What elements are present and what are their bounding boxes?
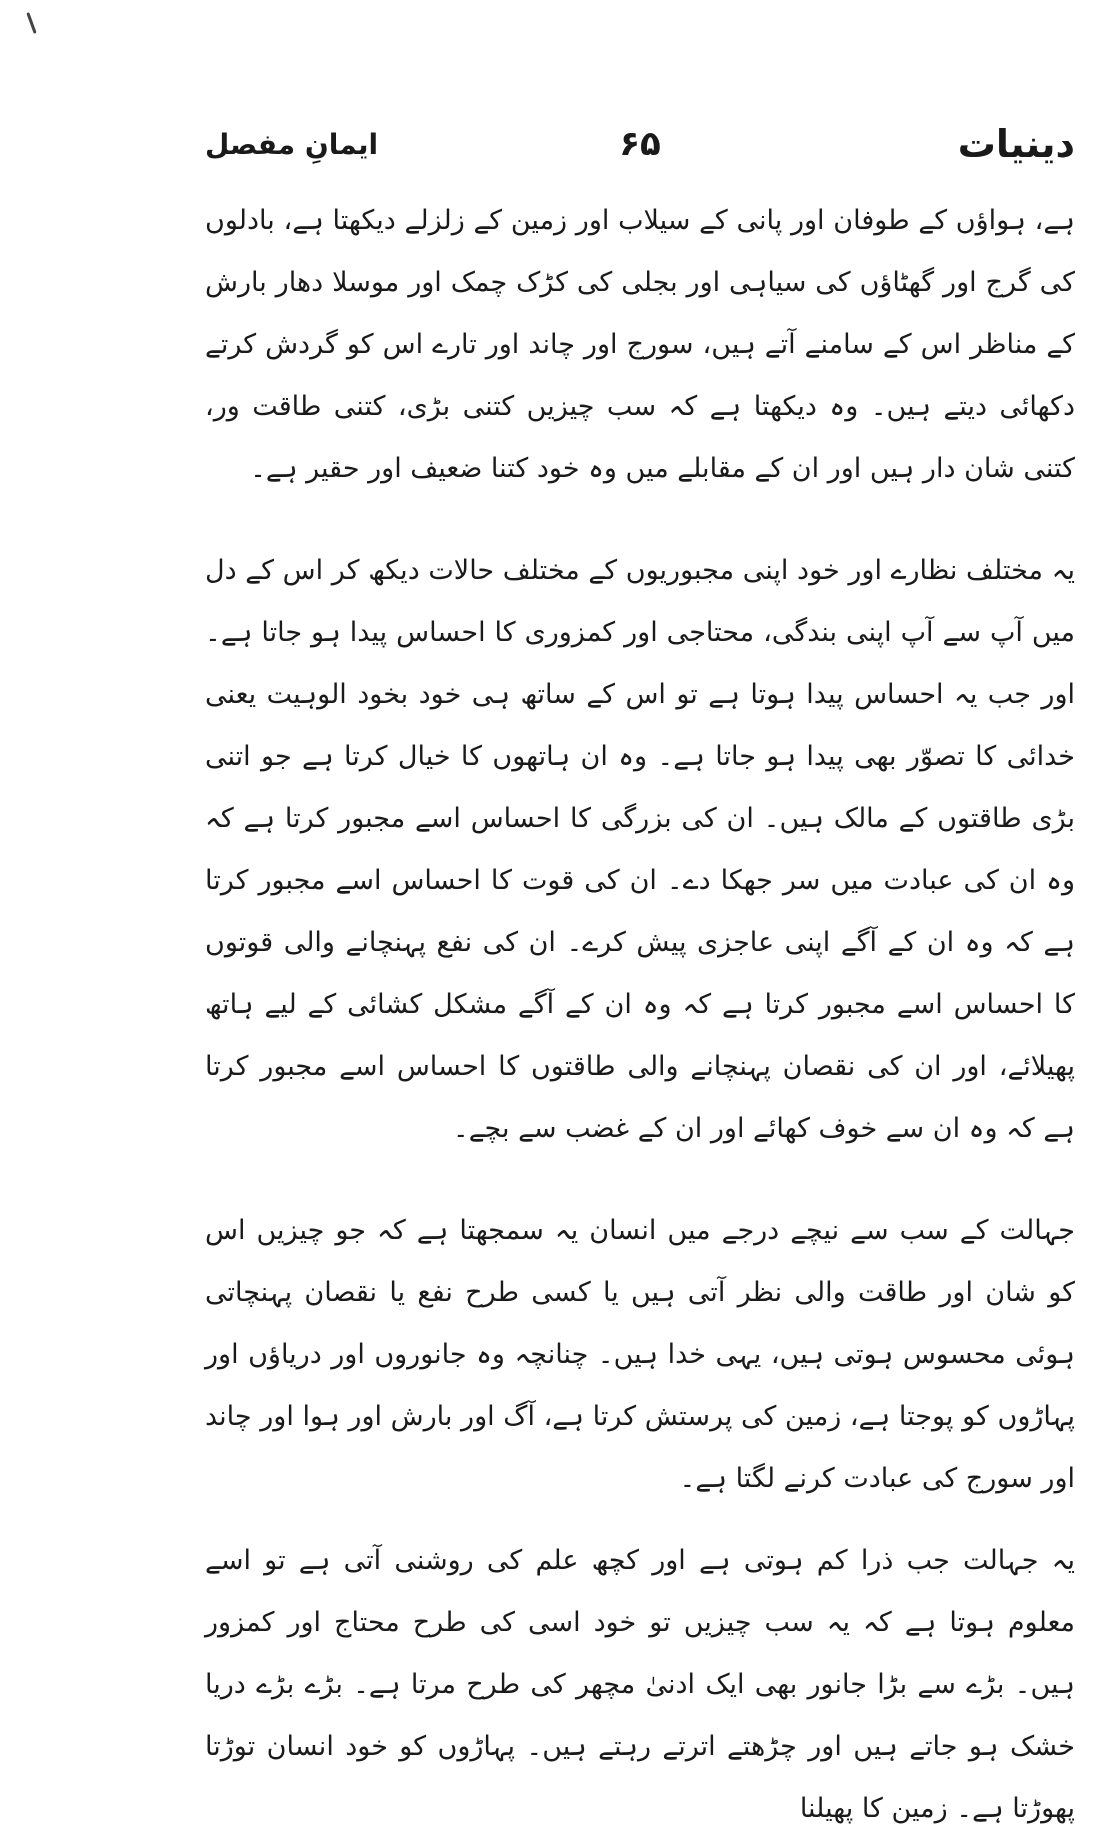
paragraph: یہ جہالت جب ذرا کم ہوتی ہے اور کچھ علم کی روشنی آتی ہے تو اسے معلوم ہوتا ہے کہ یہ سب چیزیں تو خود اسی کی طرح محتاج اور کمزور ہیں۔ بڑے سے بڑا جانور بھی ایک ادنیٰ مچھر کی طرح مرتا ہے۔ بڑے بڑے دریا خشک ہو جاتے ہیں اور چڑھتے اترتے رہتے ہیں۔ پہاڑوں کو خود انسان توڑتا پھوڑتا ہے۔ زمین کا پھیلنا <box>205 1545 1075 1824</box>
paragraph: ہے، ہواؤں کے طوفان اور پانی کے سیلاب اور زمین کے زلزلے دیکھتا ہے، بادلوں کی گرج اور گھٹاؤں کی سیاہی اور بجلی کی کڑک چمک اور موسلا دھار بارش کے مناظر اس کے سامنے آتے ہیں، سورج اور چاند اور تارے اس کو گردش کرتے دکھائی دیتے ہیں۔ وہ دیکھتا ہے کہ سب چیزیں کتنی بڑی، کتنی طاقت ور، کتنی شان دار ہیں اور ان کے مقابلے میں وہ خود کتنا ضعیف اور حقیر ہے۔ <box>205 205 1075 484</box>
book-title: دینیات <box>957 122 1075 166</box>
paragraph: یہ مختلف نظارے اور خود اپنی مجبوریوں کے مختلف حالات دیکھ کر اس کے دل میں آپ سے آپ اپنی بندگی، محتاجی اور کمزوری کا احساس پیدا ہو جاتا ہے۔ اور جب یہ احساس پیدا ہوتا ہے تو اس کے ساتھ ہی خود بخود الوہیت یعنی خدائی کا تصوّر بھی پیدا ہو جاتا ہے۔ وہ ان ہاتھوں کا خیال کرتا ہے جو اتنی بڑی طاقتوں کے مالک ہیں۔ ان کی بزرگی کا احساس اسے مجبور کرتا ہے کہ وہ ان کی عبادت میں سر جھکا دے۔ ان کی قوت کا احساس اسے مجبور کرتا ہے کہ وہ ان کے آگے اپنی عاجزی پیش کرے۔ ان کی نفع پہنچانے والی قوتوں کا احساس اسے مجبور کرتا ہے کہ وہ ان کے آگے مشکل کشائی کے لیے ہاتھ پھیلائے، اور ان کی نقصان پہنچانے والی طاقتوں کا احساس اسے مجبور کرتا ہے کہ وہ ان سے خوف کھائے اور ان کے غضب سے بچے۔ <box>205 555 1075 1144</box>
page-header <box>205 122 1075 182</box>
paragraph: جہالت کے سب سے نیچے درجے میں انسان یہ سمجھتا ہے کہ جو چیزیں اس کو شان اور طاقت والی نظر آتی ہیں یا کسی طرح نفع یا نقصان پہنچاتی ہوئی محسوس ہوتی ہیں، یہی خدا ہیں۔ چنانچہ وہ جانوروں اور دریاؤں اور پہاڑوں کو پوجتا ہے، زمین کی پرستش کرتا ہے، آگ اور بارش اور ہوا اور چاند اور سورج کی عبادت کرنے لگتا ہے۔ <box>205 1215 1075 1494</box>
page-number: ۶۵ <box>619 124 661 164</box>
margin-mark <box>26 12 36 34</box>
page-body <box>205 190 1075 1840</box>
chapter-title: ایمانِ مفصل <box>205 128 379 161</box>
